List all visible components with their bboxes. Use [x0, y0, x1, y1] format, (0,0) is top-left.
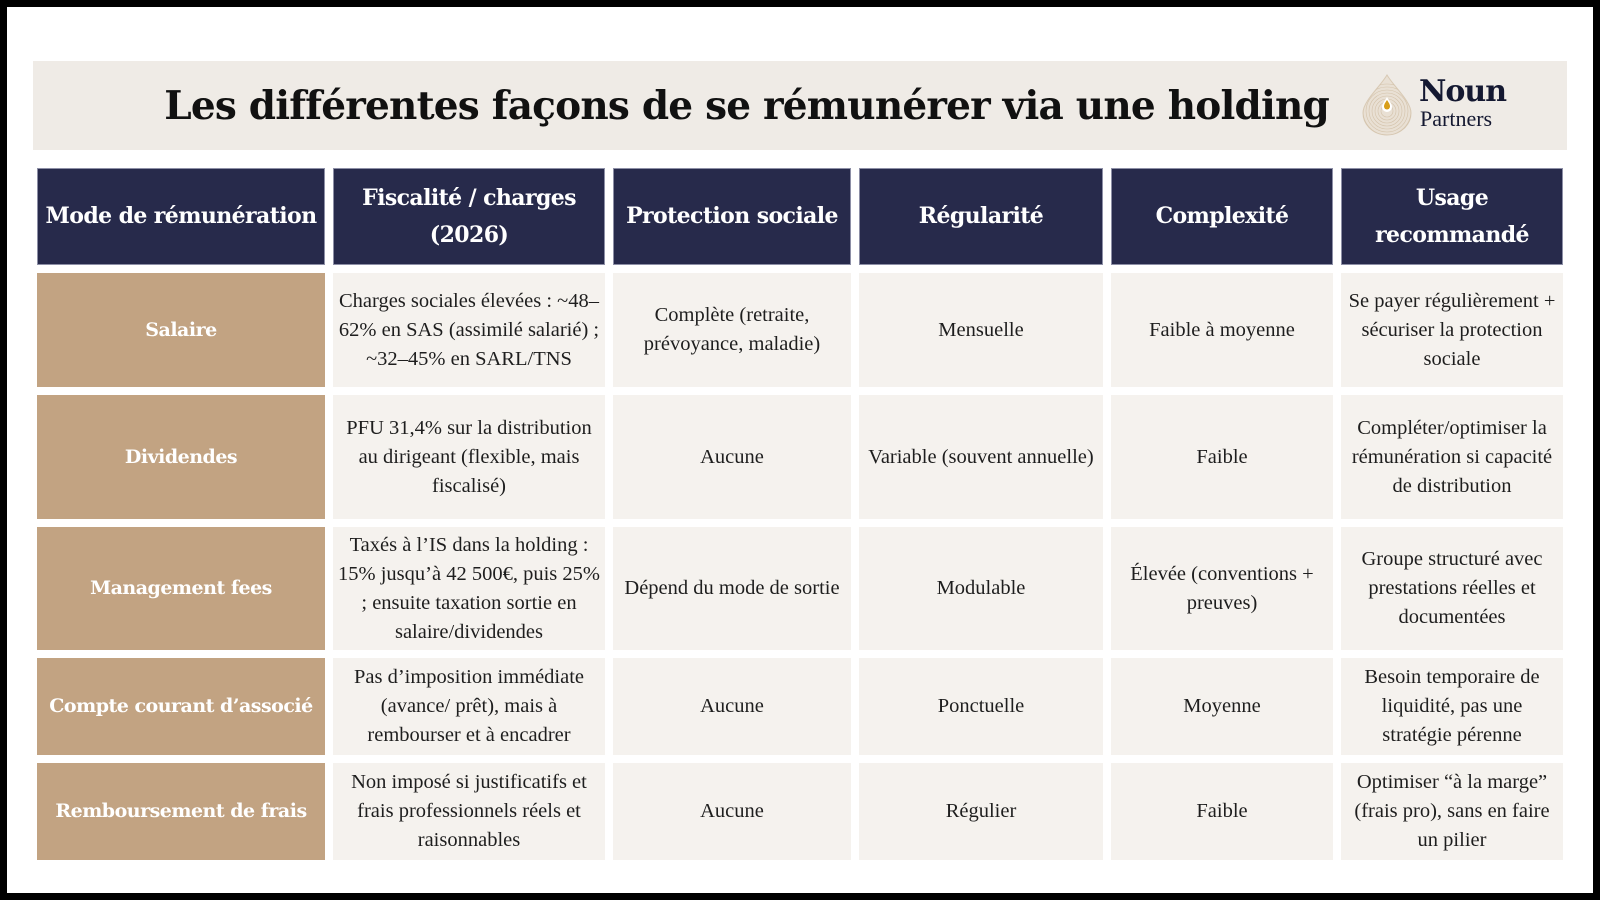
table-cell: Ponctuelle	[859, 658, 1103, 755]
comparison-table	[37, 168, 1563, 860]
column-header-protection: Protection sociale	[613, 168, 851, 265]
page-title: Les différentes façons de se rémunérer via une holding	[164, 82, 1329, 129]
column-header-complexite: Complexité	[1111, 168, 1333, 265]
column-header-mode: Mode de rémunération	[37, 168, 325, 265]
row-header-dividendes: Dividendes	[37, 395, 325, 519]
column-header-usage: Usage recommandé	[1341, 168, 1563, 265]
table-cell: Non imposé si justificatifs et frais professionnels réels et raisonnables	[333, 763, 605, 860]
logo-name: Noun	[1419, 74, 1507, 109]
table-cell: Aucune	[613, 658, 851, 755]
table-cell: Besoin temporaire de liquidité, pas une stratégie pérenne	[1341, 658, 1563, 755]
table-cell: Optimiser “à la marge” (frais pro), sans en faire un pilier	[1341, 763, 1563, 860]
drop-icon	[1360, 73, 1414, 137]
title-band	[33, 61, 1567, 150]
column-header-regularite: Régularité	[859, 168, 1103, 265]
table-cell: Faible	[1111, 763, 1333, 860]
table-cell: Groupe structuré avec prestations réelles et documentées	[1341, 527, 1563, 650]
table-cell: PFU 31,4% sur la distribution au dirigeant (flexible, mais fiscalisé)	[333, 395, 605, 519]
logo-subtitle: Partners	[1420, 106, 1493, 131]
column-header-fiscalite: Fiscalité / charges (2026)	[333, 168, 605, 265]
table-cell: Moyenne	[1111, 658, 1333, 755]
slide	[7, 7, 1593, 893]
table-cell: Taxés à l’IS dans la holding : 15% jusqu’à 42 500€, puis 25% ; ensuite taxation sortie en salaire/dividendes	[333, 527, 605, 650]
table-cell: Élevée (conventions + preuves)	[1111, 527, 1333, 650]
table-cell: Charges sociales élevées : ~48–62% en SAS (assimilé salarié) ; ~32–45% en SARL/TNS	[333, 273, 605, 387]
logo	[1360, 71, 1520, 141]
table-cell: Aucune	[613, 763, 851, 860]
table-cell: Complète (retraite, prévoyance, maladie)	[613, 273, 851, 387]
row-header-compte-courant: Compte courant d’associé	[37, 658, 325, 755]
table-cell: Modulable	[859, 527, 1103, 650]
table-cell: Pas d’imposition immédiate (avance/ prêt), mais à rembourser et à encadrer	[333, 658, 605, 755]
table-cell: Dépend du mode de sortie	[613, 527, 851, 650]
table-cell: Mensuelle	[859, 273, 1103, 387]
row-header-remboursement-frais: Remboursement de frais	[37, 763, 325, 860]
row-header-management-fees: Management fees	[37, 527, 325, 650]
table-cell: Faible	[1111, 395, 1333, 519]
table-cell: Compléter/optimiser la rémunération si capacité de distribution	[1341, 395, 1563, 519]
table-cell: Se payer régulièrement + sécuriser la protection sociale	[1341, 273, 1563, 387]
table-cell: Variable (souvent annuelle)	[859, 395, 1103, 519]
row-header-salaire: Salaire	[37, 273, 325, 387]
table-cell: Faible à moyenne	[1111, 273, 1333, 387]
table-cell: Aucune	[613, 395, 851, 519]
table-cell: Régulier	[859, 763, 1103, 860]
